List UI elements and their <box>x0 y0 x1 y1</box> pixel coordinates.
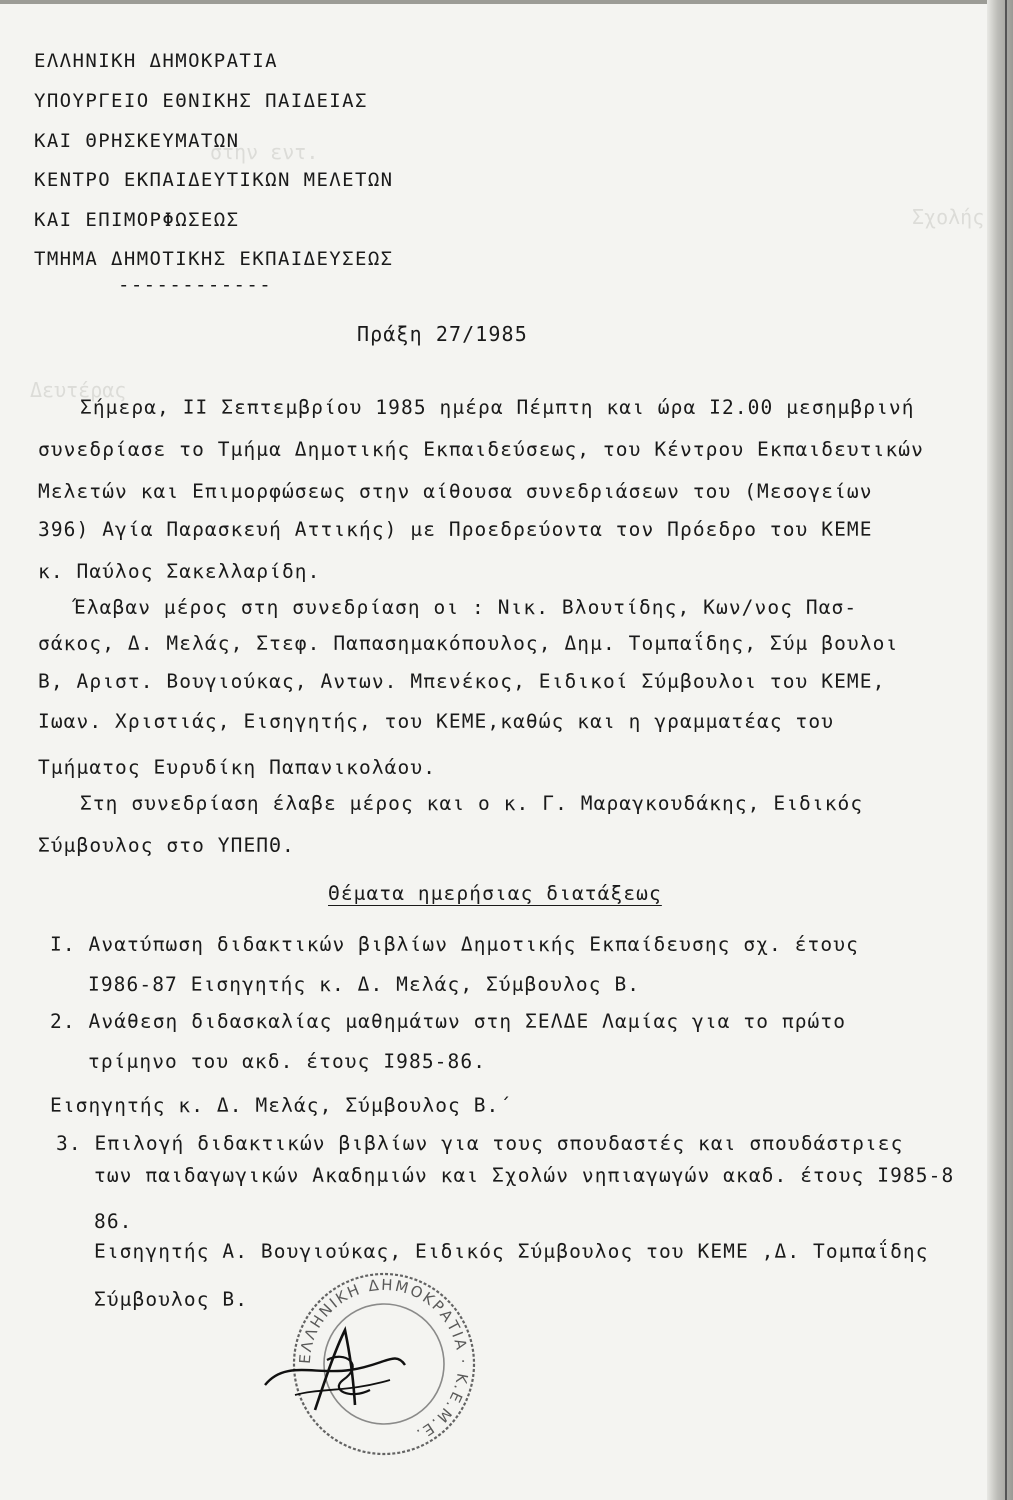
paragraph-line: Έλαβαν μέρος στη συνεδρίαση οι : Νικ. Βλουτίδης, Κων/νος Πασ- <box>74 596 858 619</box>
paragraph-line: Ιωαν. Χριστιάς, Εισηγητής, του ΚΕΜΕ,καθώς και η γραμματέας του <box>38 710 835 733</box>
agenda-item-line: Ι986-87 Εισηγητής κ. Δ. Μελάς, Σύμβουλος Β. <box>88 973 641 996</box>
agenda-item-line: τρίμηνο του ακδ. έτους Ι985-86. <box>88 1050 487 1073</box>
agenda-item: 2. Ανάθεση διδασκαλίας μαθημάτων στη ΣΕΛΔΕ Λαμίας για το πρώτο <box>50 1010 847 1033</box>
bleed-through-text: Δευτέρας <box>30 378 127 402</box>
bleed-through-text: Σχολής <box>912 205 985 229</box>
agenda-item-line: Εισηγητής κ. Δ. Μελάς, Σύμβουλος Β.΄ <box>50 1094 513 1117</box>
agenda-item-line: Σύμβουλος Β. <box>94 1288 249 1311</box>
header-line: ΚΑΙ ΘΡΗΣΚΕΥΜΑΤΩΝ <box>34 130 240 152</box>
paragraph-line: Μελετών και Επιμορφώσεως στην αίθουσα συνεδριάσεων του (Μεσογείων <box>38 480 873 503</box>
agenda-item: Ι. Ανατύπωση διδακτικών βιβλίων Δημοτικής Εκπαίδευσης σχ. έτους <box>50 933 859 956</box>
paragraph-line: Τμήματος Ευρυδίκη Παπανικολάου. <box>38 756 437 779</box>
paragraph-line: Στη συνεδρίαση έλαβε μέρος και ο κ. Γ. Μαραγκουδάκης, Ειδικός <box>80 792 864 815</box>
paragraph-line: Σύμβουλος στο ΥΠΕΠΘ. <box>38 834 295 857</box>
header-line: ΤΜΗΜΑ ΔΗΜΟΤΙΚΗΣ ΕΚΠΑΙΔΕΥΣΕΩΣ <box>34 248 394 270</box>
agenda-item-line: 86. <box>94 1210 133 1233</box>
stamp-text: ΕΛΛΗΝΙΚΗ ΔΗΜΟΚΡΑΤΙΑ · Κ.Ε.Μ.Ε. <box>295 1275 473 1445</box>
paragraph-line: Σήμερα, ΙΙ Σεπτεμβρίου 1985 ημέρα Πέμπτη και ώρα Ι2.00 μεσημβρινή <box>80 396 915 419</box>
header-line: ΚΕΝΤΡΟ ΕΚΠΑΙΔΕΥΤΙΚΩΝ ΜΕΛΕΤΩΝ <box>34 169 394 191</box>
agenda-item: 3. Επιλογή διδακτικών βιβλίων για τους σπουδαστές και σπουδάστριες <box>56 1132 904 1155</box>
paragraph-line: κ. Παύλος Σακελλαρίδη. <box>38 560 321 583</box>
signature <box>255 1320 415 1420</box>
document-title: Πράξη 27/1985 <box>357 322 528 346</box>
binding-line <box>1005 0 1007 1500</box>
header-line: ΚΑΙ ΕΠΙΜΟΡΦΩΣΕΩΣ <box>34 209 240 231</box>
paragraph-line: 396) Αγία Παρασκευή Αττικής) με Προεδρεύοντα τον Πρόεδρο του ΚΕΜΕ <box>38 518 873 541</box>
header-line: ΕΛΛΗΝΙΚΗ ΔΗΜΟΚΡΑΤΙΑ <box>34 50 278 72</box>
paragraph-line: σάκος, Δ. Μελάς, Στεφ. Παπασημακόπουλος, Δημ. Τομπαΐδης, Σύμ βουλοι <box>38 632 899 655</box>
header-line: ΥΠΟΥΡΓΕΙΟ ΕΘΝΙΚΗΣ ΠΑΙΔΕΙΑΣ <box>34 90 368 112</box>
agenda-item-line: των παιδαγωγικών Ακαδημιών και Σχολών νηπιαγωγών ακαδ. έτους Ι985-8 <box>94 1164 955 1187</box>
paragraph-line: συνεδρίασε το Τμήμα Δημοτικής Εκπαιδεύσεως, του Κέντρου Εκπαιδευτικών <box>38 438 924 461</box>
header-divider: ------------ <box>118 274 273 296</box>
agenda-item-line: Εισηγητής Α. Βουγιούκας, Ειδικός Σύμβουλος του ΚΕΜΕ ,Δ. Τομπαΐδης <box>94 1240 929 1263</box>
agenda-heading: Θέματα ημερήσιας διατάξεως <box>328 882 662 905</box>
scan-edge-top <box>0 0 1013 4</box>
scan-edge-right <box>987 0 1013 1500</box>
bleed-through-text: στην εντ. <box>210 140 319 164</box>
paragraph-line: Β, Αριστ. Βουγιούκας, Αντων. Μπενέκος, Ειδικοί Σύμβουλοι του ΚΕΜΕ, <box>38 670 886 693</box>
